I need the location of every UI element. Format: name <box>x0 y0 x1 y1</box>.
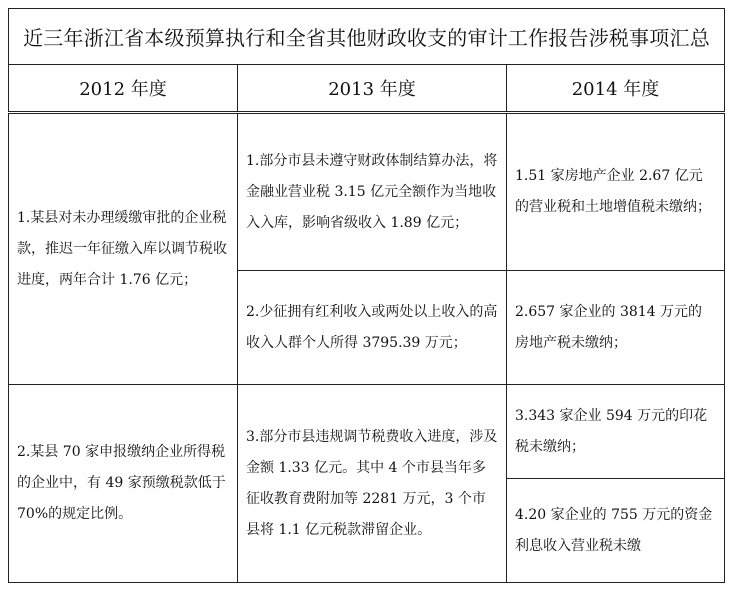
table-title: 近三年浙江省本级预算执行和全省其他财政收支的审计工作报告涉税事项汇总 <box>9 9 725 65</box>
cell-2014-item3: 3.343 家企业 594 万元的印花税未缴纳； <box>507 385 725 479</box>
tax-audit-summary-table <box>8 8 725 583</box>
cell-2013-item1: 1.部分市县未遵守财政体制结算办法，将金融业营业税 3.15 亿元全额作为当地收入入库，影响省级收入 1.89 亿元； <box>238 113 507 271</box>
table-row <box>9 385 725 479</box>
column-header-2014: 2014 年度 <box>507 65 725 113</box>
column-header-2012: 2012 年度 <box>9 65 238 113</box>
title-row <box>9 9 725 65</box>
cell-2012-item1: 1.某县对未办理缓缴审批的企业税款，推迟一年征缴入库以调节税收进度，两年合计 1.76 亿元； <box>9 113 238 385</box>
table-row <box>9 113 725 271</box>
header-row <box>9 65 725 113</box>
cell-2013-item3: 3.部分市县违规调节税费收入进度，涉及金额 1.33 亿元。其中 4 个市县当年多征收教育费附加等 2281 万元，3 个市县将 1.1 亿元税款滞留企业。 <box>238 385 507 583</box>
cell-2014-item2: 2.657 家企业的 3814 万元的房地产税未缴纳； <box>507 271 725 385</box>
cell-2014-item1: 1.51 家房地产企业 2.67 亿元的营业税和土地增值税未缴纳； <box>507 113 725 271</box>
cell-2012-item2: 2.某县 70 家申报缴纳企业所得税的企业中，有 49 家预缴税款低于 70%的规定比例。 <box>9 385 238 583</box>
cell-2013-item2: 2.少征拥有红利收入或两处以上收入的高收入人群个人所得 3795.39 万元； <box>238 271 507 385</box>
cell-2014-item4: 4.20 家企业的 755 万元的资金利息收入营业税未缴 <box>507 479 725 583</box>
column-header-2013: 2013 年度 <box>238 65 507 113</box>
